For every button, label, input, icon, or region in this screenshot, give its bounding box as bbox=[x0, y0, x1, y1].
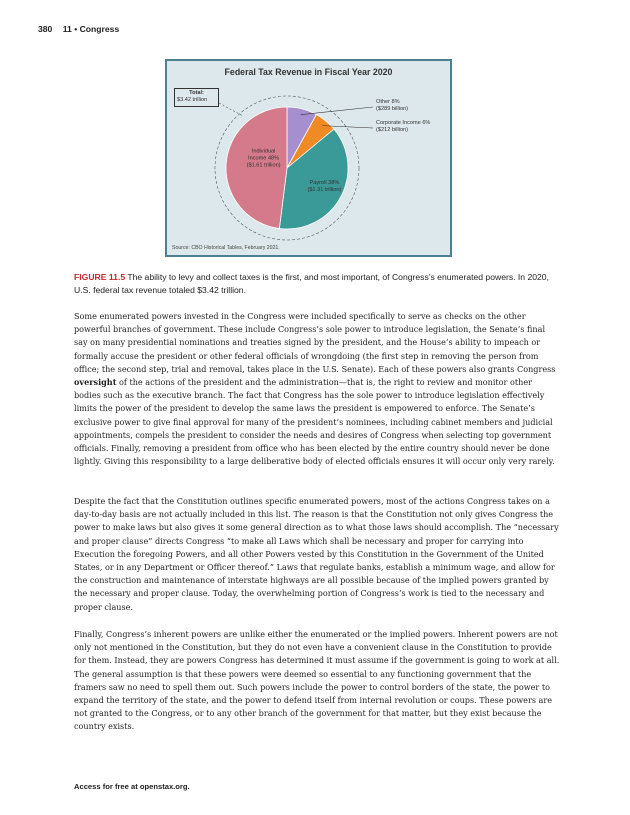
page-number: 380 bbox=[38, 24, 53, 34]
page-header bbox=[38, 24, 119, 34]
caption-text: The ability to levy and collect taxes is the first, and most important, of Congress’s enumerated powers. In 2020, U.S. federal tax revenue totaled $3.42 trillion. bbox=[74, 272, 549, 295]
figure-caption bbox=[74, 271, 556, 297]
slice-label-other: Other 8% bbox=[376, 99, 400, 105]
key-term-oversight: oversight bbox=[74, 377, 117, 388]
slice-amount-other: ($289 billion) bbox=[376, 106, 409, 112]
paragraph-1-part-a: Some enumerated powers invested in the Congress were included specifically to serve as checks on the other powerful branches of government. These include Congress’s sole power to introduce legislation, the Senate’s final say on many presidential nominations and treaties signed by the president, and the House’s ability to impeach or formally accuse the president or other federal officials of wrongdoing (the first step in removing the person from office; the second step, trial and removal, takes place in the U.S. Senate). Each of these powers also grants Congress bbox=[74, 311, 556, 374]
paragraph-3: Finally, Congress’s inherent powers are unlike either the enumerated or the implied powers. Inherent powers are not only not mentioned in the Constitution, but they do not even have a convenient clause in the Constitution to provide for them. Instead, they are powers Congress has determined it must assume if the government is going to work at all. The general assumption is that these powers were deemed so essential to any functioning government that the framers saw no need to spell them out. Such powers include the power to control borders of the state, the power to expand the territory of the state, and the power to defend itself from internal revolution or coups. These powers are not granted to the Congress, or to any other branch of the government for that matter, but they exist because the country exists. bbox=[74, 629, 560, 732]
slice-amount-corporate-income: ($212 billion) bbox=[376, 127, 409, 133]
total-value: $3.42 trillion bbox=[177, 97, 208, 104]
slice-amount-individual-income: ($1.61 trillion) bbox=[246, 162, 281, 169]
paragraph-1-part-b: of the actions of the president and the administration—that is, the right to review and monitor other bodies such as the executive branch. The fact that Congress has the sole power to introduce legislation effectively limits the power of the president to develop the same laws the president is empowered to enforce. The Senate’s exclusive power to give final approval for many of the president’s nominees, including cabinet members and judicial appointments, compels the president to consider the needs and desires of Congress when selecting top government officials. Finally, removing a president from office who has been elected by the entire country should never be done lightly. Giving this responsibility to a large deliberative body of elected officials ensures it will occur only very rarely. bbox=[74, 377, 555, 467]
leader-line-other bbox=[301, 107, 373, 115]
slice-label-corporate-income: Corporate Income 6% bbox=[376, 120, 431, 126]
total-box bbox=[174, 88, 219, 107]
tax-revenue-figure bbox=[165, 59, 452, 257]
slice-amount-payroll: ($1.31 trillion) bbox=[307, 187, 342, 194]
slice-label-payroll: Payroll 38% bbox=[309, 180, 340, 187]
footer-note: Access for free at openstax.org. bbox=[74, 782, 190, 791]
figure-label: FIGURE 11.5 bbox=[74, 272, 126, 282]
slice-percent-individual-income: Income 48% bbox=[248, 155, 280, 162]
paragraph-1 bbox=[74, 310, 560, 468]
slice-label-individual-income: Individual bbox=[251, 148, 276, 155]
chart-source: Source: CBO Historical Tables, February 2021. bbox=[172, 245, 280, 251]
paragraph-2: Despite the fact that the Constitution outlines specific enumerated powers, most of the actions Congress takes on a day-to-day basis are not actually included in this list. The reason is that the Constitution not only gives Congress the power to make laws but also gives it some general direction as to what those laws should accomplish. The “necessary and proper clause” directs Congress “to make all Laws which shall be necessary and proper for carrying into Execution the foregoing Powers, and all other Powers vested by this Constitution in the Government of the United States, or in any Department or Officer thereof.” Laws that regulate banks, establish a minimum wage, and allow for the construction and maintenance of interstate highways are all possible because of the implied powers granted by the necessary and proper clause. Today, the overwhelming portion of Congress’s work is tied to the necessary and proper clause. bbox=[74, 496, 559, 612]
total-label: Total: bbox=[189, 90, 204, 96]
chart-title: Federal Tax Revenue in Fiscal Year 2020 bbox=[224, 67, 393, 77]
chapter-title: 11 • Congress bbox=[62, 24, 120, 34]
